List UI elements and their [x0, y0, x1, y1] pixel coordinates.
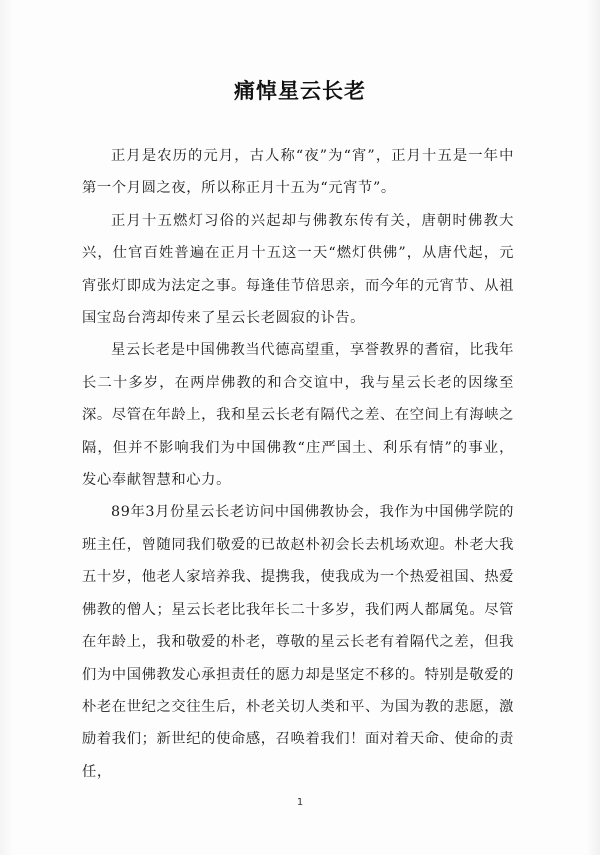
page-number: 1: [296, 797, 304, 808]
paragraph-3: 星云长老是中国佛教当代德高望重，享誉教界的耆宿，比我年长二十多岁，在两岸佛教的和合交谊中，我与星云长老的因缘至深。尽管在年龄上，我和星云长老有隔代之差、在空间上有海峡之隔，但并不影响我们为中国佛教“庄严国土、利乐有情”的事业，发心奉献智慧和心力。: [82, 342, 515, 489]
document-body: [82, 140, 514, 788]
paragraph-1: 正月是农历的元月，古人称“夜”为“宵”，正月十五是一年中第一个月圆之夜，所以称正月十五为“元宵节”。: [82, 148, 514, 197]
paragraph-2: 正月十五燃灯习俗的兴起却与佛教东传有关，唐朝时佛教大兴，仕官百姓普遍在正月十五这一天“燃灯供佛”，从唐代起，元宵张灯即成为法定之事。每逢佳节倍思亲，而今年的元宵节、从祖国宝岛台湾却传来了星云长老圆寂的讣告。: [82, 212, 515, 327]
paragraph-4: 89年3月份星云长老访问中国佛教协会，我作为中国佛学院的班主任，曾随同我们敬爱的已故赵朴初会长去机场欢迎。朴老大我五十岁，他老人家培养我、提携我，使我成为一个热爱祖国、热爱佛教的僧人；星云长老比我年长二十多岁，我们两人都属兔。尽管在年龄上，我和敬爱的朴老，尊敬的星云长老有着隔代之差，但我们为中国佛教发心承担责任的愿力却是坚定不移的。特别是敬爱的朴老在世纪之交往生后，朴老关切人类和平、为国为教的悲愿，激励着我们；新世纪的使命感，召唤着我们！面对着天命、使命的责任，: [82, 504, 515, 780]
document-title: 痛悼星云长老: [234, 79, 366, 103]
